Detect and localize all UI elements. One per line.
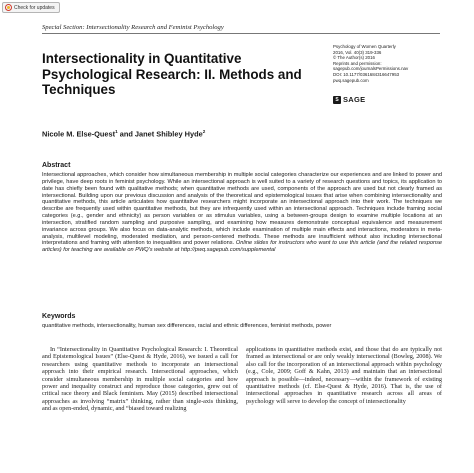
reprints-label: Reprints and permission: <box>333 60 382 66</box>
copyright: © The Author(s) 2016 <box>333 55 375 61</box>
keywords-text: quantitative methods, intersectionality, human sex differences, racial and ethnic differences, feminist methods, power <box>42 323 332 329</box>
crossmark-icon <box>5 4 12 11</box>
body-paragraph-right: applications in quantitative methods exist, and those that do are typically not framed as intersectional or are only weakly intersectional (Bowleg, 2008). We also call for the incorporation of an intersectional approach within psychology (e.g., Cole, 2009; Goff & Kahn, 2013) and maintain that an intersectional approach is possible—indeed, necessary—within the framework of existing quantitative methods (cf. Else-Quest & Hyde, 2016). That is, the use of intersectional approaches in quantitative research across all areas of psychology will serve to develop the concept of intersectionality <box>246 346 442 405</box>
article-title: Intersectionality in Quantitative Psychological Research: II. Methods and Techniques <box>42 51 302 98</box>
sage-logo <box>333 95 365 104</box>
body-paragraph-left: In “Intersectionality in Quantitative Psychological Research: I. Theoretical and Epistemological Issues” (Else-Quest & Hyde, 2016), we issued a call for researchers using quantitative methods to incorporate an intersectional approach into their empirical research. Intersectional approaches, which consider simultaneous membership in multiple social categories and how power and inequality construct and reproduce those categories, grew out of critical race theory and Black feminism. May (2015) described intersectional approaches as involving “matrix” thinking, rather than single-axis thinking, and as open-ended, dynamic, and “biased toward realizing <box>42 346 238 413</box>
permissions-link[interactable]: sagepub.com/journalsPermissions.nav <box>333 66 409 72</box>
author-1: Nicole M. Else-Quest <box>42 129 116 139</box>
check-for-updates-label: Check for updates <box>14 4 55 11</box>
author-line <box>42 129 205 138</box>
special-section-header: Special Section: Intersectionality Research and Feminist Psychology <box>42 24 224 31</box>
body-column-left <box>42 346 238 413</box>
journal-website-link[interactable]: pwq.sagepub.com <box>333 77 369 83</box>
body-column-right <box>246 346 442 405</box>
author-1-affiliation: 1 <box>115 129 118 134</box>
check-for-updates-badge[interactable] <box>2 2 60 13</box>
journal-name: Psychology of Women Quarterly <box>333 44 396 49</box>
header-rule <box>42 33 440 34</box>
author-2-affiliation: 2 <box>202 129 206 134</box>
abstract-body: Intersectional approaches, which consider how simultaneous membership in multiple social categories characterize our experiences and are linked to power and privilege, have deep roots in feminist psychology. While an intersectional approach is well suited to a variety of research questions and topics, its application to date has chiefly been found with qualitative methods; when quantitative methods are used, components of the approach are used but not clearly framed as intersectional. Building upon our previous discussion and analysis of the theoretical and epistemological issues that arise when combining intersectionality and quantitative methods, this article articulates how quantitative researchers might incorporate an intersectional approach into their work. The techniques we describe are frequently used within quantitative methods, but they are infrequently used within an intersectional approach. Techniques include framing social categories (e.g., gender and ethnicity) as person variables or as stimulus variables, using a between-groups design to examine multiple locations at an intersection, stratified random sampling and purposive sampling, and examining how measures demonstrate conceptual equivalence and measurement invariance across groups. We also focus on data-analytic methods, which include examination of multiple main effects and interactions, moderators in meta-analysis, multilevel modeling, moderated mediation, and person-centered methods. These methods are insufficient without also including intersectional interpretations and framing with attention to inequalities and power relations. <box>42 172 442 247</box>
author-2: and Janet Shibley Hyde <box>117 129 203 139</box>
abstract-online-note: Online slides for instructors who want to use this article (and the related response articles) for teaching are available on PWQ's website at http://pwq.sagepub.com/supplemental <box>42 240 442 254</box>
keywords-heading: Keywords <box>42 313 76 320</box>
doi-link[interactable]: DOI: 10.1177/0361684316647953 <box>333 71 400 77</box>
abstract-text <box>42 172 442 254</box>
abstract-heading: Abstract <box>42 162 71 169</box>
publisher-name: SAGE <box>343 95 366 104</box>
journal-meta <box>333 44 443 83</box>
sage-logo-icon: S <box>333 96 341 104</box>
journal-volume: 2016, Vol. 40(3) 319-336 <box>333 49 382 55</box>
